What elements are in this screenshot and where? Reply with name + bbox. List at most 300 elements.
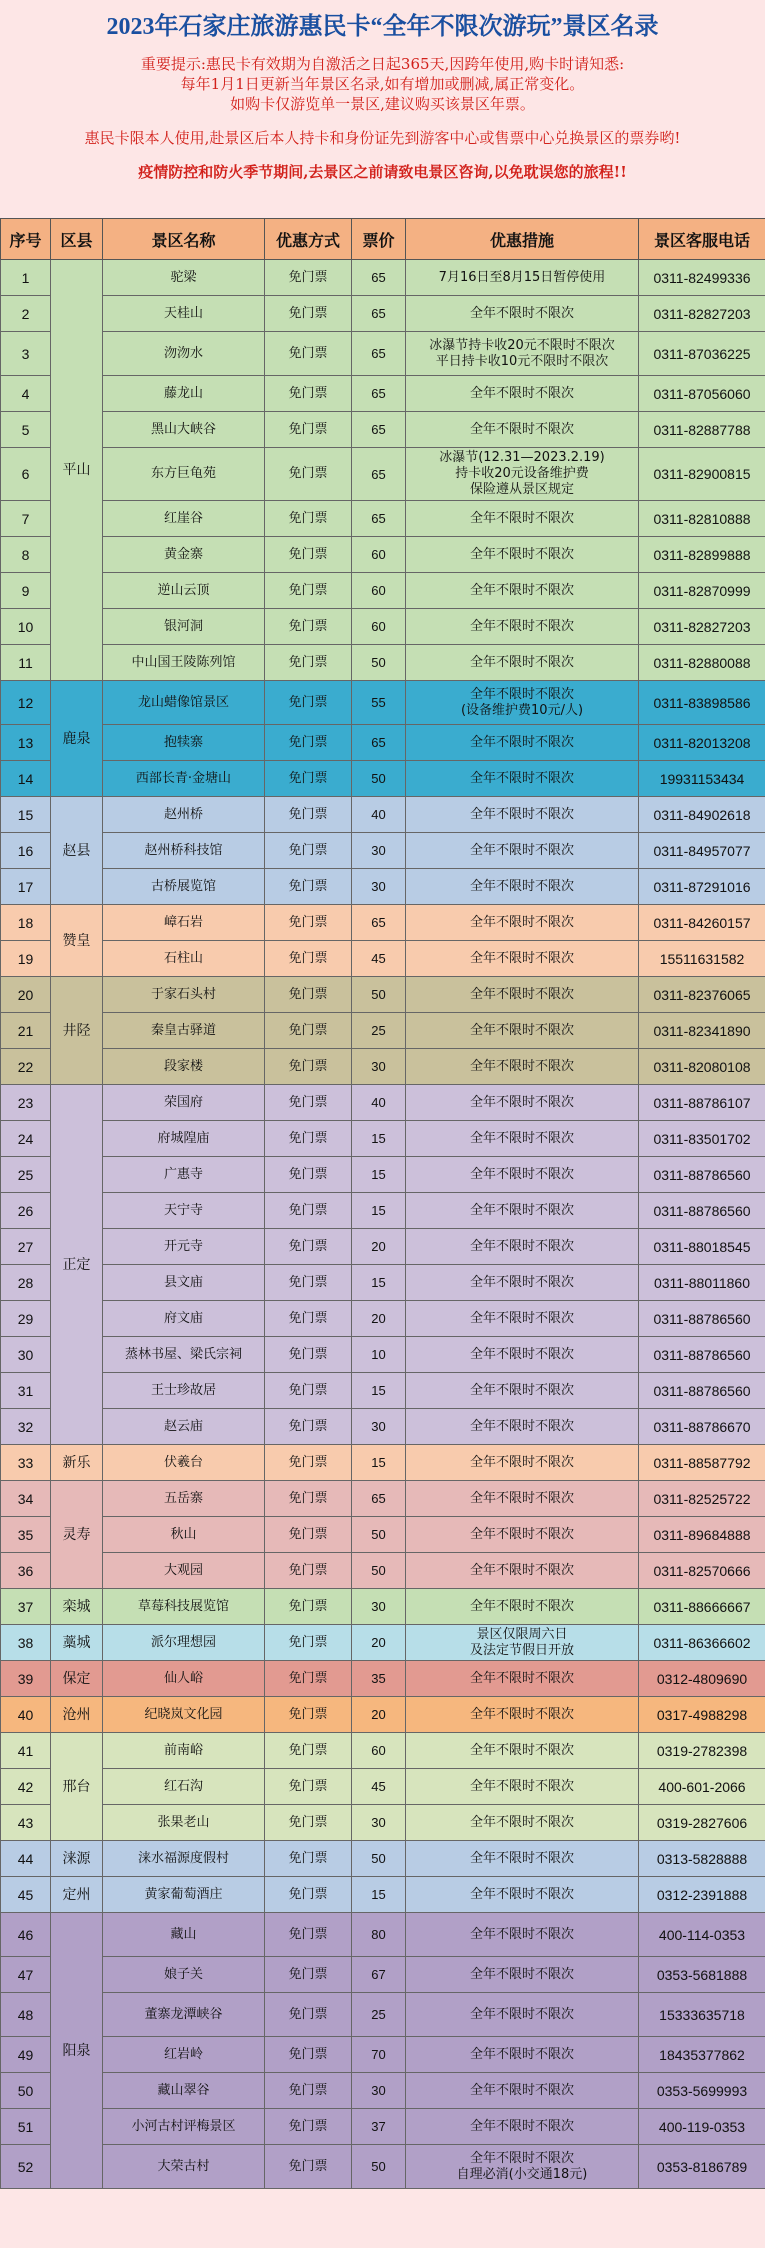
table-row: [1, 2145, 765, 2189]
notice-line-2: 每年1月1日更新当年景区名录,如有增加或删减,属正常变化。: [180, 75, 585, 93]
cell-discount-type: 免门票: [265, 1661, 352, 1697]
cell-price: 30: [352, 833, 406, 869]
cell-index: 41: [1, 1733, 51, 1769]
policy-line: 全年不限时不限次: [469, 1310, 574, 1326]
cell-discount-type: 免门票: [265, 609, 352, 645]
policy-line: 7月16日至8月15日暂停使用: [438, 269, 606, 285]
cell-policy: [406, 869, 639, 905]
cell-discount-type: 免门票: [265, 869, 352, 905]
cell-policy: [406, 797, 639, 833]
policy-line: 全年不限时不限次: [469, 1346, 574, 1362]
cell-discount-type: 免门票: [265, 1049, 352, 1085]
cell-spot-name: 抱犊寨: [103, 725, 265, 761]
cell-spot-name: 黄金寨: [103, 537, 265, 573]
cell-discount-type: 免门票: [265, 1993, 352, 2037]
cell-spot-name: 逆山云顶: [103, 573, 265, 609]
cell-discount-type: 免门票: [265, 412, 352, 448]
cell-discount-type: 免门票: [265, 448, 352, 501]
table-row: [1, 2109, 765, 2145]
cell-policy: [406, 1769, 639, 1805]
cell-spot-name: 县文庙: [103, 1265, 265, 1301]
table-body: [1, 260, 765, 2189]
cell-discount-type: 免门票: [265, 1733, 352, 1769]
policy-line: 全年不限时不限次: [469, 2046, 574, 2062]
table-row: [1, 1409, 765, 1445]
policy-line: 全年不限时不限次: [469, 1058, 574, 1074]
policy-line: 全年不限时不限次: [469, 1418, 574, 1434]
cell-spot-name: 银河洞: [103, 609, 265, 645]
policy-line: 全年不限时不限次: [469, 1526, 574, 1542]
cell-discount-type: 免门票: [265, 1625, 352, 1661]
cell-price: 65: [352, 296, 406, 332]
table-row: [1, 1733, 765, 1769]
cell-spot-name: 段家楼: [103, 1049, 265, 1085]
table-row: [1, 1337, 765, 1373]
cell-phone: 0311-82376065: [639, 977, 765, 1013]
cell-phone: 0311-84957077: [639, 833, 765, 869]
cell-policy: [406, 1733, 639, 1769]
cell-policy: [406, 1993, 639, 2037]
cell-spot-name: 大观园: [103, 1553, 265, 1589]
cell-phone: 0311-82870999: [639, 573, 765, 609]
cell-policy: [406, 645, 639, 681]
cell-spot-name: 董寨龙潭峡谷: [103, 1993, 265, 2037]
cell-phone: 0311-82827203: [639, 296, 765, 332]
cell-spot-name: 府城隍庙: [103, 1121, 265, 1157]
cell-county: 新乐: [51, 1445, 103, 1481]
policy-line: 全年不限时不限次: [469, 842, 574, 858]
cell-index: 43: [1, 1805, 51, 1841]
policy-line: (设备维护费10元/人): [460, 702, 584, 718]
cell-phone: 0311-87291016: [639, 869, 765, 905]
cell-price: 40: [352, 1085, 406, 1121]
table-row: [1, 905, 765, 941]
table-row: [1, 1193, 765, 1229]
cell-price: 50: [352, 1841, 406, 1877]
cell-discount-type: 免门票: [265, 1085, 352, 1121]
table-row: [1, 501, 765, 537]
cell-policy: [406, 537, 639, 573]
cell-index: 34: [1, 1481, 51, 1517]
cell-price: 37: [352, 2109, 406, 2145]
cell-discount-type: 免门票: [265, 1877, 352, 1913]
cell-spot-name: 红崖谷: [103, 501, 265, 537]
cell-spot-name: 娘子关: [103, 1957, 265, 1993]
cell-policy: [406, 977, 639, 1013]
cell-policy: [406, 1013, 639, 1049]
cell-index: 20: [1, 977, 51, 1013]
cell-policy: [406, 1589, 639, 1625]
table-row: [1, 941, 765, 977]
cell-policy: [406, 1409, 639, 1445]
cell-spot-name: 天桂山: [103, 296, 265, 332]
cell-spot-name: 古桥展览馆: [103, 869, 265, 905]
cell-spot-name: 黑山大峡谷: [103, 412, 265, 448]
policy-line: 全年不限时不限次: [469, 806, 574, 822]
cell-index: 50: [1, 2073, 51, 2109]
cell-county: 灵寿: [51, 1481, 103, 1589]
cell-discount-type: 免门票: [265, 1841, 352, 1877]
cell-policy: [406, 296, 639, 332]
cell-spot-name: 沕沕水: [103, 332, 265, 376]
cell-price: 15: [352, 1157, 406, 1193]
cell-index: 29: [1, 1301, 51, 1337]
table-row: [1, 833, 765, 869]
cell-phone: 0353-5681888: [639, 1957, 765, 1993]
table-row: [1, 2037, 765, 2073]
cell-price: 20: [352, 1229, 406, 1265]
cell-county: 阳泉: [51, 1913, 103, 2189]
cell-phone: 0311-87036225: [639, 332, 765, 376]
policy-line: 持卡收20元设备维护费: [455, 466, 589, 481]
cell-index: 11: [1, 645, 51, 681]
cell-discount-type: 免门票: [265, 1193, 352, 1229]
page-title: 2023年石家庄旅游惠民卡“全年不限次游玩”景区名录: [106, 14, 659, 40]
cell-phone: 15333635718: [639, 1993, 765, 2037]
cell-index: 44: [1, 1841, 51, 1877]
cell-discount-type: 免门票: [265, 573, 352, 609]
cell-policy: [406, 1913, 639, 1957]
table-row: [1, 1373, 765, 1409]
table-row: [1, 681, 765, 725]
cell-phone: 0311-89684888: [639, 1517, 765, 1553]
cell-price: 20: [352, 1625, 406, 1661]
cell-spot-name: 驼梁: [103, 260, 265, 296]
cell-county: 平山: [51, 260, 103, 681]
cell-index: 40: [1, 1697, 51, 1733]
table-row: [1, 260, 765, 296]
cell-index: 24: [1, 1121, 51, 1157]
cell-index: 4: [1, 376, 51, 412]
policy-line: 全年不限时不限次: [469, 950, 574, 966]
cell-discount-type: 免门票: [265, 501, 352, 537]
policy-line: 全年不限时不限次: [469, 1926, 574, 1942]
cell-phone: 0311-88011860: [639, 1265, 765, 1301]
cell-spot-name: 广惠寺: [103, 1157, 265, 1193]
cell-discount-type: 免门票: [265, 2037, 352, 2073]
cell-spot-name: 中山国王陵陈列馆: [103, 645, 265, 681]
cell-policy: [406, 2109, 639, 2145]
cell-index: 35: [1, 1517, 51, 1553]
cell-price: 65: [352, 412, 406, 448]
cell-discount-type: 免门票: [265, 376, 352, 412]
cell-discount-type: 免门票: [265, 296, 352, 332]
header-index: 序号: [1, 219, 51, 260]
cell-price: 50: [352, 645, 406, 681]
cell-price: 35: [352, 1661, 406, 1697]
cell-price: 50: [352, 2145, 406, 2189]
notice-line-1: 重要提示:惠民卡有效期为自激活之日起365天,因跨年使用,购卡时请知悉:: [140, 55, 625, 73]
cell-price: 10: [352, 1337, 406, 1373]
header-spot-name: 景区名称: [103, 219, 265, 260]
cell-spot-name: 藤龙山: [103, 376, 265, 412]
cell-phone: 18435377862: [639, 2037, 765, 2073]
cell-discount-type: 免门票: [265, 1517, 352, 1553]
cell-index: 18: [1, 905, 51, 941]
cell-policy: [406, 332, 639, 376]
cell-price: 20: [352, 1697, 406, 1733]
cell-phone: 0311-88018545: [639, 1229, 765, 1265]
cell-policy: [406, 2073, 639, 2109]
cell-price: 65: [352, 448, 406, 501]
table-row: [1, 1013, 765, 1049]
cell-discount-type: 免门票: [265, 977, 352, 1013]
cell-county: 赵县: [51, 797, 103, 905]
cell-index: 25: [1, 1157, 51, 1193]
policy-line: 自理必消(小交通18元): [456, 2166, 588, 2182]
cell-index: 32: [1, 1409, 51, 1445]
cell-spot-name: 嶂石岩: [103, 905, 265, 941]
table-row: [1, 296, 765, 332]
cell-index: 28: [1, 1265, 51, 1301]
policy-line: 全年不限时不限次: [469, 986, 574, 1002]
cell-spot-name: 东方巨龟苑: [103, 448, 265, 501]
cell-spot-name: 于家石头村: [103, 977, 265, 1013]
cell-policy: [406, 941, 639, 977]
cell-index: 15: [1, 797, 51, 833]
cell-policy: [406, 376, 639, 412]
cell-spot-name: 仙人峪: [103, 1661, 265, 1697]
cell-spot-name: 赵州桥科技馆: [103, 833, 265, 869]
cell-discount-type: 免门票: [265, 1553, 352, 1589]
cell-index: 1: [1, 260, 51, 296]
cell-spot-name: 石柱山: [103, 941, 265, 977]
cell-phone: 0311-88786670: [639, 1409, 765, 1445]
cell-policy: [406, 1957, 639, 1993]
policy-line: 全年不限时不限次: [469, 2118, 574, 2134]
cell-index: 8: [1, 537, 51, 573]
policy-line: 冰瀑节持卡收20元不限时不限次: [429, 337, 615, 353]
cell-discount-type: 免门票: [265, 1769, 352, 1805]
cell-spot-name: 府文庙: [103, 1301, 265, 1337]
cell-phone: 0311-82880088: [639, 645, 765, 681]
cell-price: 30: [352, 1409, 406, 1445]
cell-phone: 0312-2391888: [639, 1877, 765, 1913]
policy-line: 保险遵从景区规定: [469, 482, 574, 497]
cell-discount-type: 免门票: [265, 1157, 352, 1193]
cell-price: 80: [352, 1913, 406, 1957]
cell-phone: 0311-88786560: [639, 1373, 765, 1409]
cell-price: 30: [352, 869, 406, 905]
cell-price: 30: [352, 1049, 406, 1085]
policy-line: 全年不限时不限次: [469, 734, 574, 750]
cell-price: 60: [352, 609, 406, 645]
cell-price: 20: [352, 1301, 406, 1337]
cell-price: 65: [352, 376, 406, 412]
cell-policy: [406, 1517, 639, 1553]
cell-policy: [406, 260, 639, 296]
cell-spot-name: 秋山: [103, 1517, 265, 1553]
cell-price: 60: [352, 573, 406, 609]
cell-price: 50: [352, 761, 406, 797]
table-row: [1, 1841, 765, 1877]
cell-price: 25: [352, 1993, 406, 2037]
cell-policy: [406, 1121, 639, 1157]
table-row: [1, 448, 765, 501]
table-row: [1, 332, 765, 376]
policy-line: 全年不限时不限次: [469, 2082, 574, 2098]
cell-discount-type: 免门票: [265, 797, 352, 833]
cell-index: 13: [1, 725, 51, 761]
policy-line: 景区仅限周六日: [476, 1626, 568, 1642]
cell-discount-type: 免门票: [265, 941, 352, 977]
cell-index: 31: [1, 1373, 51, 1409]
cell-policy: [406, 761, 639, 797]
policy-line: 全年不限时不限次: [469, 546, 574, 562]
cell-phone: 0311-86366602: [639, 1625, 765, 1661]
cell-price: 65: [352, 905, 406, 941]
cell-index: 23: [1, 1085, 51, 1121]
cell-spot-name: 派尔理想园: [103, 1625, 265, 1661]
cell-spot-name: 伏羲台: [103, 1445, 265, 1481]
cell-phone: 0311-88587792: [639, 1445, 765, 1481]
cell-index: 9: [1, 573, 51, 609]
cell-policy: [406, 1049, 639, 1085]
cell-phone: 0311-88786560: [639, 1157, 765, 1193]
cell-policy: [406, 2145, 639, 2189]
cell-price: 15: [352, 1265, 406, 1301]
cell-discount-type: 免门票: [265, 833, 352, 869]
cell-index: 6: [1, 448, 51, 501]
cell-county: 赞皇: [51, 905, 103, 977]
cell-discount-type: 免门票: [265, 2145, 352, 2189]
cell-price: 65: [352, 725, 406, 761]
cell-price: 50: [352, 1553, 406, 1589]
cell-index: 37: [1, 1589, 51, 1625]
cell-policy: [406, 448, 639, 501]
cell-index: 49: [1, 2037, 51, 2073]
header-price: 票价: [352, 219, 406, 260]
table-row: [1, 1049, 765, 1085]
cell-policy: [406, 501, 639, 537]
table-row: [1, 376, 765, 412]
cell-policy: [406, 573, 639, 609]
policy-line: 全年不限时不限次: [469, 1966, 574, 1982]
table-row: [1, 761, 765, 797]
policy-line: 全年不限时不限次: [469, 654, 574, 670]
policy-line: 全年不限时不限次: [469, 1706, 574, 1722]
cell-spot-name: 大荣古村: [103, 2145, 265, 2189]
cell-phone: 400-119-0353: [639, 2109, 765, 2145]
header-policy: 优惠措施: [406, 219, 639, 260]
cell-discount-type: 免门票: [265, 1697, 352, 1733]
policy-line: 全年不限时不限次: [469, 510, 574, 526]
cell-spot-name: 张果老山: [103, 1805, 265, 1841]
cell-phone: 15511631582: [639, 941, 765, 977]
cell-index: 46: [1, 1913, 51, 1957]
cell-index: 22: [1, 1049, 51, 1085]
cell-phone: 0311-82827203: [639, 609, 765, 645]
cell-spot-name: 开元寺: [103, 1229, 265, 1265]
cell-index: 39: [1, 1661, 51, 1697]
cell-discount-type: 免门票: [265, 2109, 352, 2145]
cell-discount-type: 免门票: [265, 1445, 352, 1481]
scenic-spot-table: [0, 218, 765, 2189]
cell-phone: 0311-82499336: [639, 260, 765, 296]
policy-line: 冰瀑节(12.31—2023.2.19): [439, 450, 605, 465]
cell-index: 7: [1, 501, 51, 537]
cell-discount-type: 免门票: [265, 2073, 352, 2109]
cell-discount-type: 免门票: [265, 725, 352, 761]
policy-line: 全年不限时不限次: [469, 1022, 574, 1038]
cell-price: 67: [352, 1957, 406, 1993]
table-row: [1, 797, 765, 833]
cell-phone: 0312-4809690: [639, 1661, 765, 1697]
cell-discount-type: 免门票: [265, 1265, 352, 1301]
table-row: [1, 1957, 765, 1993]
cell-policy: [406, 681, 639, 725]
cell-spot-name: 藏山翠谷: [103, 2073, 265, 2109]
cell-price: 30: [352, 1805, 406, 1841]
policy-line: 全年不限时不限次: [469, 878, 574, 894]
cell-phone: 0311-82013208: [639, 725, 765, 761]
policy-line: 全年不限时不限次: [469, 1562, 574, 1578]
table-row: [1, 725, 765, 761]
policy-line: 全年不限时不限次: [469, 1166, 574, 1182]
cell-spot-name: 藏山: [103, 1913, 265, 1957]
cell-spot-name: 秦皇古驿道: [103, 1013, 265, 1049]
cell-discount-type: 免门票: [265, 1337, 352, 1373]
policy-line: 全年不限时不限次: [469, 914, 574, 930]
table-row: [1, 1553, 765, 1589]
cell-policy: [406, 1877, 639, 1913]
cell-county: 鹿泉: [51, 681, 103, 797]
cell-policy: [406, 2037, 639, 2073]
cell-spot-name: 天宁寺: [103, 1193, 265, 1229]
policy-line: 全年不限时不限次: [469, 618, 574, 634]
table-row: [1, 1697, 765, 1733]
table-row: [1, 869, 765, 905]
cell-phone: 0311-84260157: [639, 905, 765, 941]
policy-line: 全年不限时不限次: [469, 1274, 574, 1290]
table-row: [1, 609, 765, 645]
cell-index: 36: [1, 1553, 51, 1589]
policy-line: 平日持卡收10元不限时不限次: [435, 353, 609, 369]
cell-index: 26: [1, 1193, 51, 1229]
table-row: [1, 1877, 765, 1913]
cell-discount-type: 免门票: [265, 681, 352, 725]
table-row: [1, 2073, 765, 2109]
cell-phone: 19931153434: [639, 761, 765, 797]
policy-line: 全年不限时不限次: [469, 2006, 574, 2022]
cell-price: 40: [352, 797, 406, 833]
header-county: 区县: [51, 219, 103, 260]
policy-line: 全年不限时不限次: [469, 305, 574, 321]
table-row: [1, 1913, 765, 1957]
cell-phone: 0319-2782398: [639, 1733, 765, 1769]
table-row: [1, 1157, 765, 1193]
cell-discount-type: 免门票: [265, 1229, 352, 1265]
cell-price: 70: [352, 2037, 406, 2073]
cell-phone: 0311-83898586: [639, 681, 765, 725]
policy-line: 全年不限时不限次: [469, 1742, 574, 1758]
cell-index: 27: [1, 1229, 51, 1265]
table-row: [1, 412, 765, 448]
cell-phone: 0317-4988298: [639, 1697, 765, 1733]
cell-county: 保定: [51, 1661, 103, 1697]
cell-county: 涞源: [51, 1841, 103, 1877]
cell-policy: [406, 412, 639, 448]
page-header: [0, 0, 765, 218]
cell-policy: [406, 1805, 639, 1841]
policy-line: 全年不限时不限次: [469, 1202, 574, 1218]
policy-line: 全年不限时不限次: [469, 2150, 574, 2166]
cell-policy: [406, 1085, 639, 1121]
cell-policy: [406, 1697, 639, 1733]
table-row: [1, 1625, 765, 1661]
cell-policy: [406, 1337, 639, 1373]
cell-price: 30: [352, 1589, 406, 1625]
